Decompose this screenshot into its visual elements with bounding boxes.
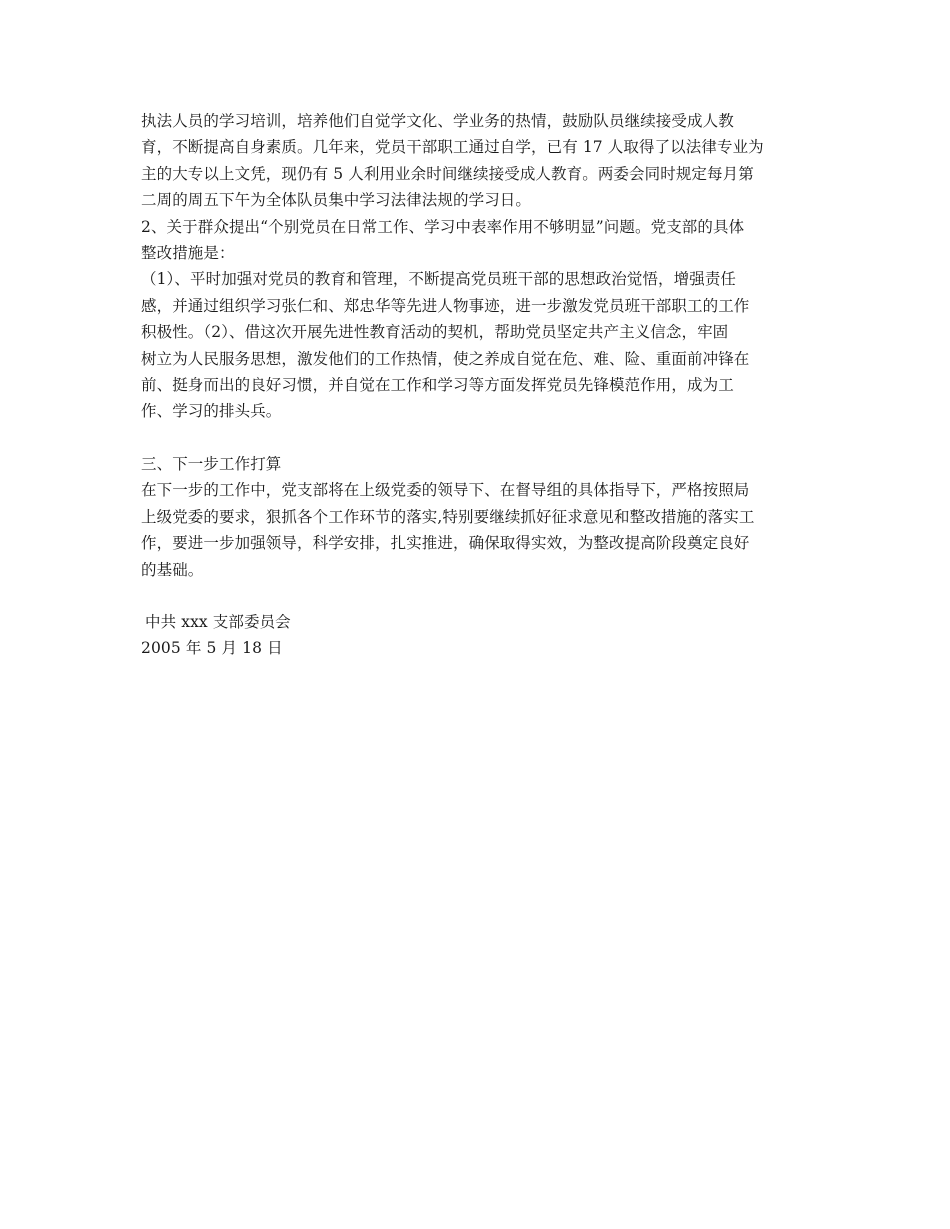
text-line: 2、关于群众提出“个别党员在日常工作、学习中表率作用不够明显”问题。党支部的具体 bbox=[141, 217, 745, 236]
paragraph-measures bbox=[141, 266, 821, 424]
text-line: 的基础。 bbox=[141, 560, 204, 579]
text-line: 树立为人民服务思想，激发他们的工作热情，使之养成自觉在危、难、险、重面前冲锋在 bbox=[141, 349, 750, 368]
signature-organization: 中共 xxx 支部委员会 bbox=[145, 613, 291, 632]
text-line: 作，要进一步加强领导，科学安排，扎实推进，确保取得实效，为整改提高阶段奠定良好 bbox=[141, 534, 750, 553]
text-line: 感，并通过组织学习张仁和、郑忠华等先进人物事迹，进一步激发党员班干部职工的工作 bbox=[141, 296, 750, 315]
text-line: 主的大专以上文凭，现仍有 5 人利用业余时间继续接受成人教育。两委会同时规定每月第 bbox=[141, 164, 754, 183]
section-next-steps bbox=[141, 451, 821, 583]
text-line: 积极性。（2）、借这次开展先进性教育活动的契机，帮助党员坚定共产主义信念，牢固 bbox=[141, 323, 729, 342]
text-line: 育，不断提高自身素质。几年来，党员干部职工通过自学，已有 17 人取得了以法律专业为 bbox=[141, 138, 764, 157]
text-line: 二周的周五下午为全体队员集中学习法律法规的学习日。 bbox=[141, 191, 532, 210]
signature-date: 2005 年 5 月 18 日 bbox=[141, 639, 283, 658]
document-page bbox=[141, 108, 821, 662]
paragraph-training bbox=[141, 108, 821, 214]
text-line: （1）、平时加强对党员的教育和管理，不断提高党员班干部的思想政治觉悟，增强责任 bbox=[141, 270, 737, 289]
signature-block bbox=[141, 609, 821, 662]
blank-line bbox=[141, 425, 821, 451]
paragraph-item-2 bbox=[141, 214, 821, 267]
text-line: 上级党委的要求，狠抓各个工作环节的落实,特别要继续抓好征求意见和整改措施的落实工 bbox=[141, 507, 755, 526]
text-line: 执法人员的学习培训，培养他们自觉学文化、学业务的热情，鼓励队员继续接受成人教 bbox=[141, 112, 734, 130]
section-heading: 三、下一步工作打算 bbox=[141, 455, 282, 474]
text-line: 在下一步的工作中，党支部将在上级党委的领导下、在督导组的具体指导下，严格按照局 bbox=[141, 481, 750, 500]
text-line: 前、挺身而出的良好习惯，并自觉在工作和学习等方面发挥党员先锋模范作用，成为工 bbox=[141, 375, 734, 394]
text-line: 整改措施是： bbox=[141, 243, 235, 262]
text-line: 作、学习的排头兵。 bbox=[141, 402, 282, 421]
